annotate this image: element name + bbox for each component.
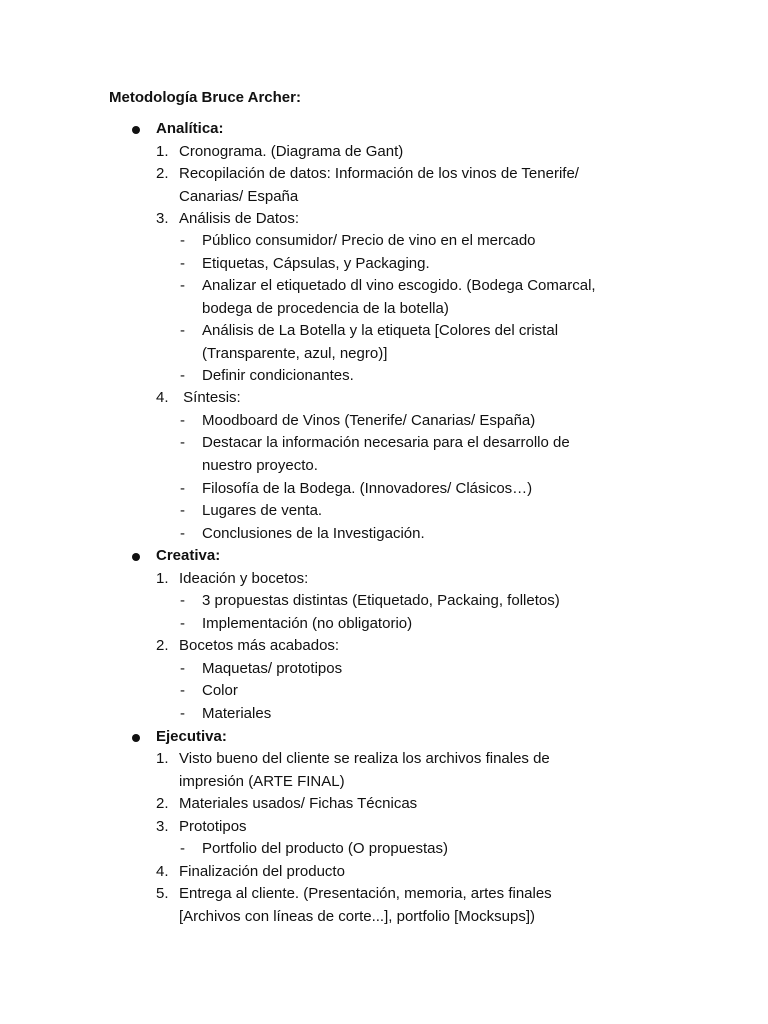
section-title: Ejecutiva: xyxy=(156,728,227,745)
list-item: Entrega al cliente. (Presentación, memoria, artes finales [Archivos con líneas de corte...], portfolio [Mocksups]) xyxy=(179,885,552,925)
list-item: Bocetos más acabados: xyxy=(179,637,340,654)
dash-bullet: - xyxy=(180,682,185,699)
sub-item: Materiales xyxy=(202,705,272,722)
sub-item: Implementación (no obligatorio) xyxy=(202,615,413,632)
section-bullet xyxy=(132,553,140,561)
sub-item: Color xyxy=(202,682,238,699)
list-number: 5. xyxy=(156,885,169,902)
list-number: 2. xyxy=(156,165,169,182)
sub-item: Etiquetas, Cápsulas, y Packaging. xyxy=(202,255,430,272)
list-item: Síntesis: xyxy=(179,389,241,406)
dash-bullet: - xyxy=(180,592,185,609)
list-item: Finalización del producto xyxy=(179,863,345,880)
dash-bullet: - xyxy=(180,412,185,429)
dash-bullet: - xyxy=(180,322,185,339)
sub-item: Conclusiones de la Investigación. xyxy=(202,525,425,542)
sub-item: Maquetas/ prototipos xyxy=(202,660,343,677)
sub-item: Lugares de venta. xyxy=(202,502,323,519)
dash-bullet: - xyxy=(180,255,185,272)
dash-bullet: - xyxy=(180,705,185,722)
dash-bullet: - xyxy=(180,502,185,519)
dash-bullet: - xyxy=(180,525,185,542)
list-number: 1. xyxy=(156,143,169,160)
document-title: Metodología Bruce Archer: xyxy=(109,89,301,106)
sub-item: Moodboard de Vinos (Tenerife/ Canarias/ España) xyxy=(202,412,536,429)
sub-item: Destacar la información necesaria para el desarrollo de nuestro proyecto. xyxy=(202,434,570,474)
list-item: Prototipos xyxy=(179,818,247,835)
list-number: 4. xyxy=(156,389,169,406)
dash-bullet: - xyxy=(180,232,185,249)
dash-bullet: - xyxy=(180,660,185,677)
dash-bullet: - xyxy=(180,277,185,294)
list-item: Visto bueno del cliente se realiza los archivos finales de impresión (ARTE FINAL) xyxy=(179,750,550,790)
list-number: 4. xyxy=(156,863,169,880)
dash-bullet: - xyxy=(180,480,185,497)
dash-bullet: - xyxy=(180,840,185,857)
section-bullet xyxy=(132,734,140,742)
sub-item: Análisis de La Botella y la etiqueta [Colores del cristal (Transparente, azul, negro)] xyxy=(202,322,559,362)
sub-item: Analizar el etiquetado dl vino escogido. (Bodega Comarcal, bodega de procedencia de la botella) xyxy=(202,277,596,317)
list-item: Análisis de Datos: xyxy=(179,210,300,227)
dash-bullet: - xyxy=(180,434,185,451)
list-number: 2. xyxy=(156,795,169,812)
list-number: 3. xyxy=(156,210,169,227)
sub-item: Público consumidor/ Precio de vino en el mercado xyxy=(202,232,536,249)
list-number: 1. xyxy=(156,570,169,587)
sub-item: 3 propuestas distintas (Etiquetado, Packaing, folletos) xyxy=(202,592,560,609)
section-title: Analítica: xyxy=(156,120,224,137)
list-number: 2. xyxy=(156,637,169,654)
dash-bullet: - xyxy=(180,367,185,384)
list-item: Materiales usados/ Fichas Técnicas xyxy=(179,795,418,812)
list-number: 1. xyxy=(156,750,169,767)
sub-item: Portfolio del producto (O propuestas) xyxy=(202,840,448,857)
list-item: Ideación y bocetos: xyxy=(179,570,309,587)
dash-bullet: - xyxy=(180,615,185,632)
list-item: Recopilación de datos: Información de los vinos de Tenerife/ Canarias/ España xyxy=(179,165,579,205)
section-bullet xyxy=(132,126,140,134)
sub-item: Definir condicionantes. xyxy=(202,367,354,384)
section-title: Creativa: xyxy=(156,547,221,564)
list-number: 3. xyxy=(156,818,169,835)
sub-item: Filosofía de la Bodega. (Innovadores/ Clásicos…) xyxy=(202,480,533,497)
list-item: Cronograma. (Diagrama de Gant) xyxy=(179,143,404,160)
